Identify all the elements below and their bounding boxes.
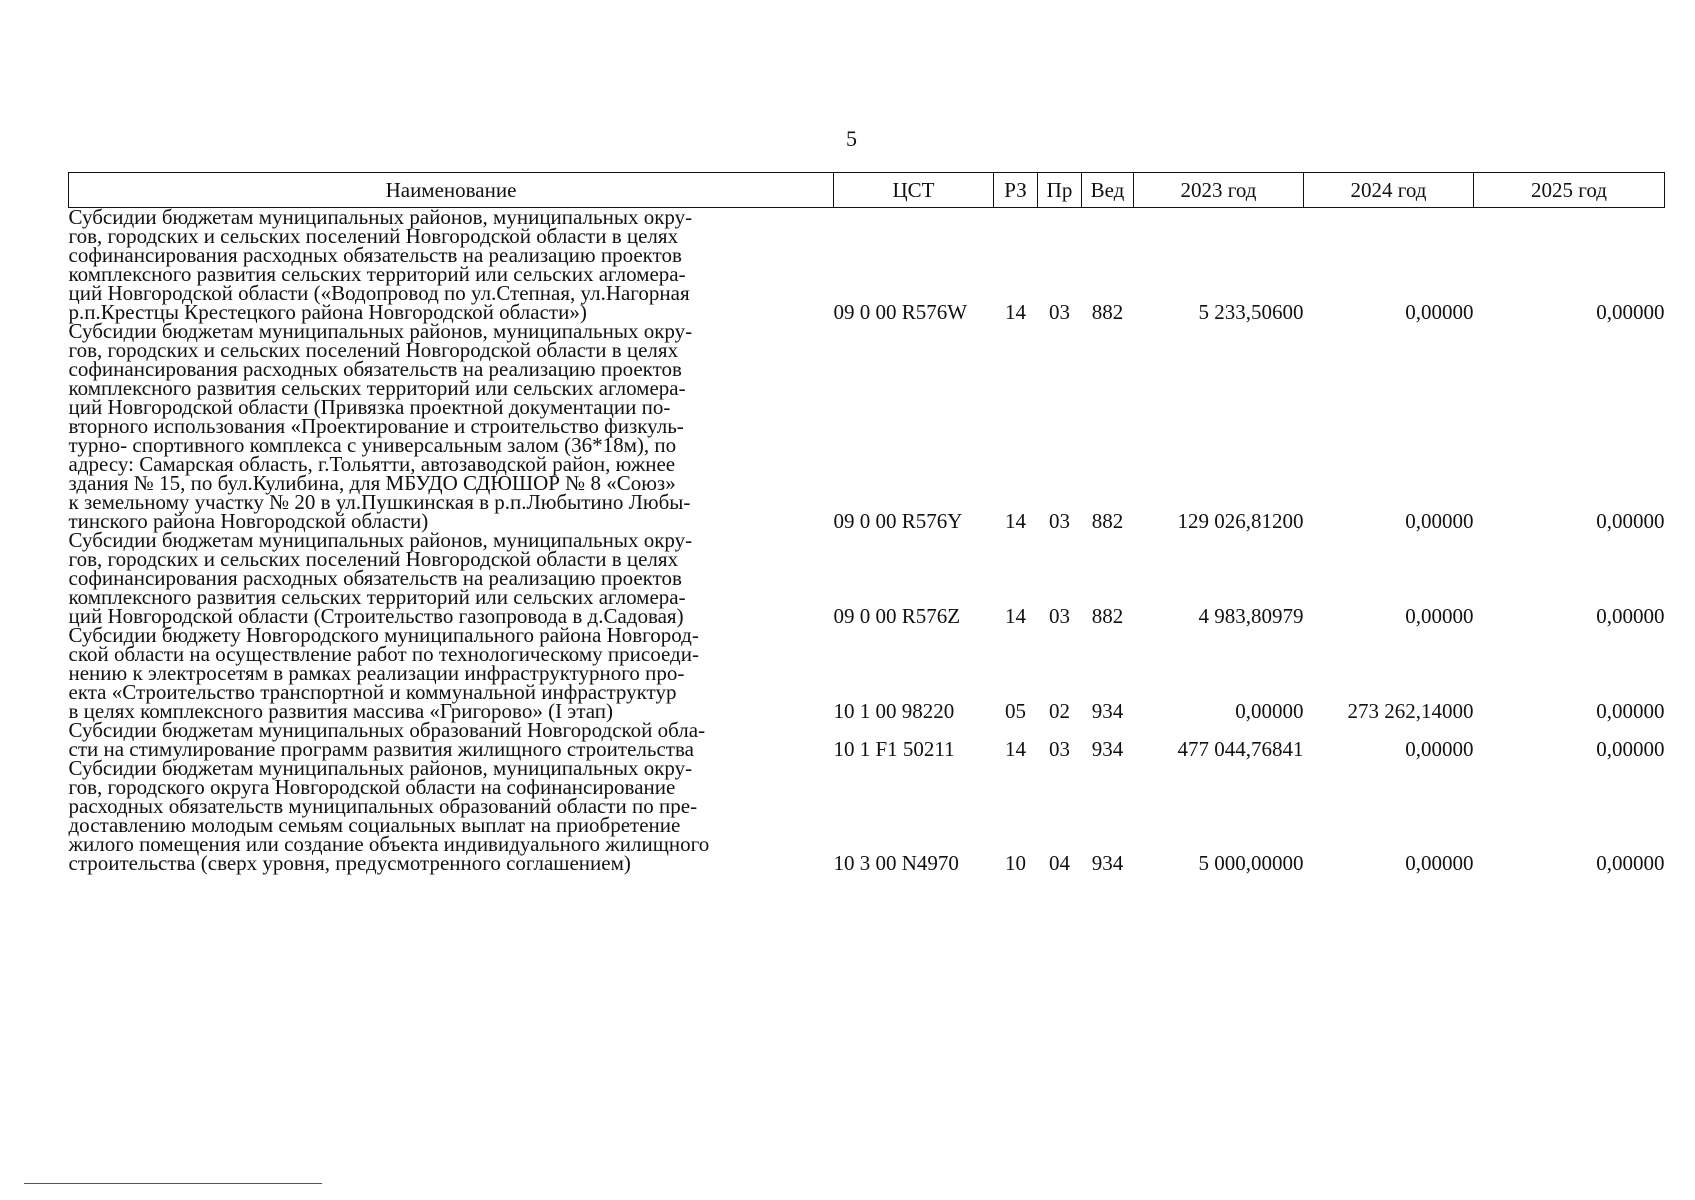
- row-ved-cell: 882: [1091, 604, 1124, 628]
- row-name-cell: [68, 756, 834, 875]
- table-body: [68, 205, 1665, 875]
- row-name-line: гов, городского округа Новгородской области на софинансирование: [68, 775, 676, 799]
- row-name-line: здания № 15, по бул.Кулибина, для МБУДО СДЮШОР № 8 «Союз»: [68, 471, 676, 495]
- row-name-line: комплексного развития сельских территорий или сельских агломера-: [68, 376, 686, 400]
- row-cst-cell: 10 3 00 N4970: [833, 851, 959, 875]
- row-name-line: нению к электросетям в рамках реализации инфраструктурного про-: [68, 661, 685, 685]
- row-2024-cell: 0,00000: [1405, 604, 1474, 628]
- row-name-line: турно- спортивного комплекса с универсальным залом (36*18м), по: [68, 433, 677, 457]
- row-2024-cell: 0,00000: [1405, 737, 1474, 761]
- footer-divider: [24, 1183, 322, 1184]
- row-rz-cell: 14: [1005, 300, 1026, 324]
- row-2024-cell: 0,00000: [1405, 300, 1474, 324]
- row-ved-cell: 934: [1091, 851, 1124, 875]
- row-2025-cell: 0,00000: [1596, 300, 1665, 324]
- row-name-line: р.п.Крестцы Крестецкого района Новгородской области»): [68, 300, 587, 324]
- row-name-line: адресу: Самарская область, г.Тольятти, автозаводской район, южнее: [68, 452, 676, 476]
- row-name-line: софинансирования расходных обязательств на реализацию проектов: [68, 566, 682, 590]
- table-row: [69, 721, 1665, 759]
- row-rz-cell: 05: [1005, 699, 1026, 723]
- row-cst-cell: 09 0 00 R576Y: [833, 509, 963, 533]
- row-name-cell: [68, 528, 834, 628]
- row-name-cell: [68, 718, 834, 761]
- row-pr-cell: 03: [1049, 509, 1070, 533]
- row-cst-cell: 09 0 00 R576W: [833, 300, 968, 324]
- table-row: [69, 322, 1665, 531]
- row-2023-cell: 4 983,80979: [1198, 604, 1304, 628]
- row-name-cell: [68, 319, 834, 533]
- row-2025-cell: 0,00000: [1596, 737, 1665, 761]
- row-2023-cell: 5 000,00000: [1198, 851, 1304, 875]
- header-pr: Пр: [1038, 173, 1082, 208]
- table-row: [69, 531, 1665, 626]
- row-2023-cell: 5 233,50600: [1198, 300, 1304, 324]
- row-ved-cell: 882: [1091, 300, 1124, 324]
- row-ved-cell: 934: [1091, 737, 1124, 761]
- row-pr-cell: 04: [1049, 851, 1070, 875]
- budget-table: [68, 172, 1665, 873]
- row-name-line: комплексного развития сельских территорий или сельских агломера-: [68, 585, 686, 609]
- row-2025-cell: 0,00000: [1596, 604, 1665, 628]
- table-row: [69, 759, 1665, 873]
- row-name-line: софинансирования расходных обязательств на реализацию проектов: [68, 243, 682, 267]
- row-cst-cell: 09 0 00 R576Z: [833, 604, 961, 628]
- row-2024-cell: 0,00000: [1405, 851, 1474, 875]
- row-name-line: софинансирования расходных обязательств на реализацию проектов: [68, 357, 682, 381]
- row-name-cell: [68, 205, 834, 324]
- row-name-line: ций Новгородской области («Водопровод по ул.Степная, ул.Нагорная: [68, 281, 690, 305]
- row-name-line: Субсидии бюджету Новгородского муниципального района Новгород-: [68, 623, 699, 647]
- row-name-line: Субсидии бюджетам муниципальных образований Новгородской обла-: [68, 718, 706, 742]
- row-2025-cell: 0,00000: [1596, 699, 1665, 723]
- row-name-line: Субсидии бюджетам муниципальных районов, муниципальных окру-: [68, 205, 693, 229]
- row-2023-cell: 477 044,76841: [1177, 737, 1304, 761]
- table-row: [69, 626, 1665, 721]
- row-name-line: в целях комплексного развития массива «Григорово» (I этап): [68, 699, 614, 723]
- row-ved-cell: 934: [1091, 699, 1124, 723]
- row-cst-cell: 10 1 00 98220: [833, 699, 955, 723]
- row-name-line: Субсидии бюджетам муниципальных районов, муниципальных окру-: [68, 528, 693, 552]
- row-2024-cell: 273 262,14000: [1347, 699, 1474, 723]
- row-pr-cell: 03: [1049, 604, 1070, 628]
- row-rz-cell: 10: [1005, 851, 1026, 875]
- row-2023-cell: 129 026,81200: [1177, 509, 1304, 533]
- row-name-line: сти на стимулирование программ развития жилищного строительства: [68, 737, 694, 761]
- row-2025-cell: 0,00000: [1596, 851, 1665, 875]
- row-name-cell: [68, 623, 834, 723]
- header-cst: ЦСТ: [834, 173, 994, 208]
- row-rz-cell: 14: [1005, 509, 1026, 533]
- row-name-line: ской области на осуществление работ по технологическому присоеди-: [68, 642, 699, 666]
- row-rz-cell: 14: [1005, 737, 1026, 761]
- page-number: 5: [846, 126, 857, 151]
- table-row: [69, 208, 1665, 323]
- row-name-line: гов, городских и сельских поселений Новгородской области в целях: [68, 224, 679, 248]
- row-name-line: ций Новгородской области (Строительство газопровода в д.Садовая): [68, 604, 684, 628]
- row-name-line: расходных обязательств муниципальных образований области по пре-: [68, 794, 698, 818]
- row-name-line: ций Новгородской области (Привязка проектной документации по-: [68, 395, 671, 419]
- row-ved-cell: 882: [1091, 509, 1124, 533]
- row-name-line: гов, городских и сельских поселений Новгородской области в целях: [68, 547, 679, 571]
- row-name-line: вторного использования «Проектирование и строительство физкуль-: [68, 414, 684, 438]
- row-name-line: тинского района Новгородской области): [68, 509, 429, 533]
- header-rz: РЗ: [994, 173, 1038, 208]
- table-header-row: [69, 173, 1665, 208]
- row-pr-cell: 03: [1049, 300, 1070, 324]
- header-ved: Вед: [1082, 173, 1134, 208]
- header-2025: 2025 год: [1474, 173, 1665, 208]
- header-name: Наименование: [69, 173, 834, 208]
- row-name-line: екта «Строительство транспортной и коммунальной инфраструктур: [68, 680, 677, 704]
- header-2023: 2023 год: [1134, 173, 1304, 208]
- header-2024: 2024 год: [1304, 173, 1474, 208]
- row-rz-cell: 14: [1005, 604, 1026, 628]
- row-pr-cell: 03: [1049, 737, 1070, 761]
- row-name-line: комплексного развития сельских территорий или сельских агломера-: [68, 262, 686, 286]
- row-name-line: к земельному участку № 20 в ул.Пушкинская в р.п.Любытино Любы-: [68, 490, 691, 514]
- row-name-line: гов, городских и сельских поселений Новгородской области в целях: [68, 338, 679, 362]
- row-name-line: доставлению молодым семьям социальных выплат на приобретение: [68, 813, 681, 837]
- row-2023-cell: 0,00000: [1235, 699, 1304, 723]
- row-2024-cell: 0,00000: [1405, 509, 1474, 533]
- row-pr-cell: 02: [1049, 699, 1070, 723]
- row-name-line: строительства (сверх уровня, предусмотренного соглашением): [68, 851, 631, 875]
- row-name-line: Субсидии бюджетам муниципальных районов, муниципальных окру-: [68, 319, 693, 343]
- row-name-line: Субсидии бюджетам муниципальных районов, муниципальных окру-: [68, 756, 693, 780]
- row-cst-cell: 10 1 F1 50211: [833, 737, 955, 761]
- row-2025-cell: 0,00000: [1596, 509, 1665, 533]
- row-name-line: жилого помещения или создание объекта индивидуального жилищного: [68, 832, 710, 856]
